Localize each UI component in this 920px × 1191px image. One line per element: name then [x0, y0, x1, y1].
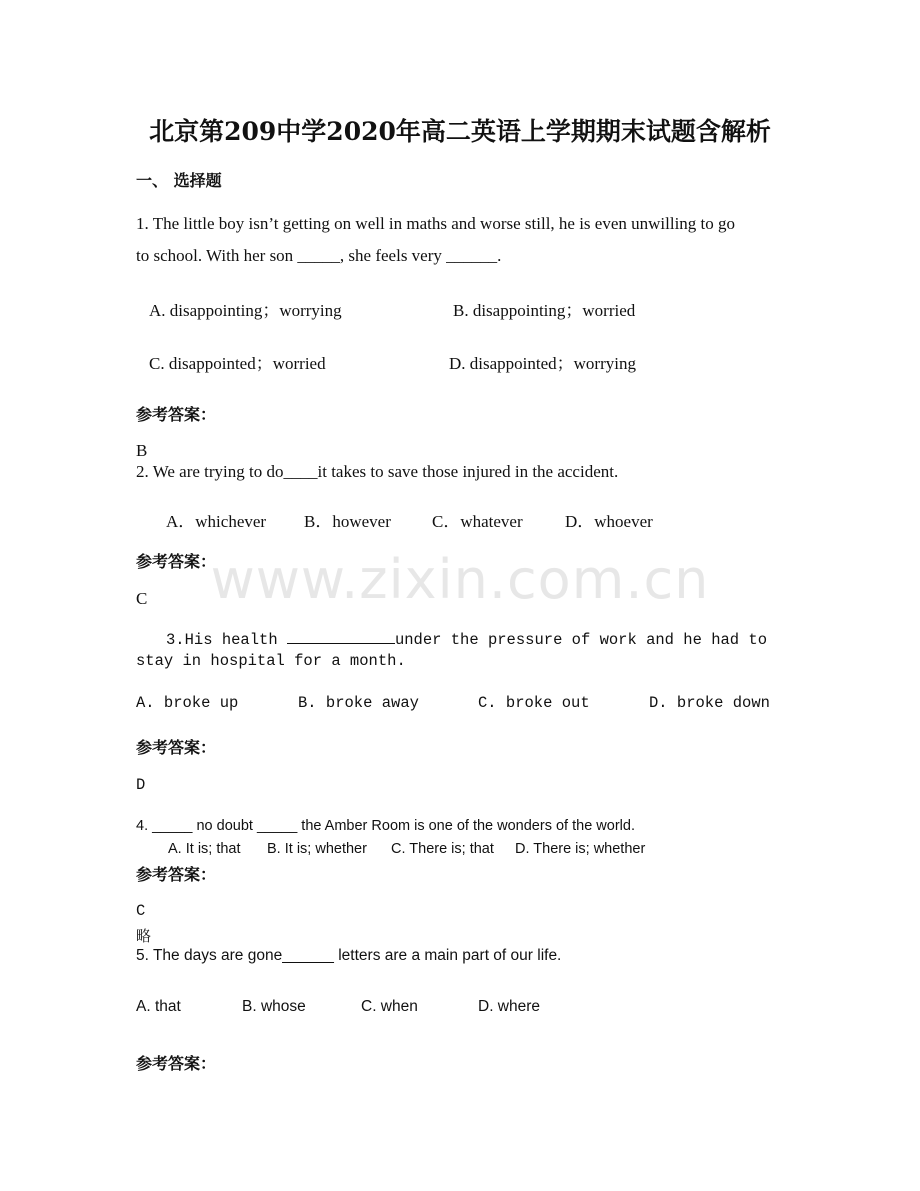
question-2-option-d: D．whoever	[565, 512, 653, 531]
question-4-option-a: A. It is; that	[168, 841, 241, 857]
question-4-option-d: D. There is; whether	[515, 841, 646, 857]
question-2-option-a: A．whichever	[166, 512, 267, 531]
question-3-option-a: A. broke up	[136, 694, 239, 712]
question-5-option-c: C. when	[361, 998, 418, 1015]
question-2-line-1: 2. We are trying to do____it takes to save those injured in the accident.	[136, 462, 619, 481]
question-2-answer-label: 参考答案：	[136, 552, 217, 571]
question-4-line-1: 4. _____ no doubt _____ the Amber Room is one of the wonders of the world.	[136, 818, 635, 834]
question-4-option-b: B. It is; whether	[267, 841, 367, 857]
answer-blank	[287, 629, 395, 644]
question-5-option-b: B. whose	[242, 998, 306, 1015]
question-4-answer: C	[136, 902, 146, 920]
question-1-option-b: B. disappointing；worried	[453, 301, 636, 320]
question-3-text-b: under the pressure of work and he had to	[394, 631, 767, 649]
question-5-option-a: A. that	[136, 998, 181, 1015]
question-4-option-c: C. There is; that	[391, 841, 494, 857]
question-3-text-a: His health	[184, 631, 287, 649]
question-3-answer: D	[136, 776, 146, 794]
question-5-option-d: D. where	[478, 998, 541, 1015]
question-3-answer-label: 参考答案：	[136, 738, 217, 757]
question-1-option-c: C. disappointed；worried	[149, 354, 326, 373]
question-3-line-2: stay in hospital for a month.	[136, 652, 406, 670]
question-1-line-1: 1. The little boy isn’t getting on well in maths and worse still, he is even unwilling to go	[136, 214, 736, 233]
question-2-answer: C	[136, 589, 148, 608]
question-1-option-a: A. disappointing；worrying	[149, 301, 342, 320]
question-5-line-1: 5. The days are gone______ letters are a main part of our life.	[136, 947, 562, 964]
question-5-answer-label: 参考答案：	[136, 1054, 217, 1073]
question-1-option-d: D. disappointed；worrying	[449, 354, 636, 373]
question-3-option-c: C. broke out	[478, 694, 590, 712]
question-4-answer-label: 参考答案：	[136, 865, 217, 884]
page-title: 北京第209中学2020年高二英语上学期期末试题含解析	[149, 117, 771, 146]
question-1-line-2: to school. With her son _____, she feels very ______.	[136, 246, 502, 265]
section-heading: 一、 选择题	[136, 171, 222, 190]
question-3-option-b: B. broke away	[298, 694, 419, 712]
question-3-line-1	[166, 629, 767, 649]
watermark-text: www.zixin.com.cn	[210, 548, 710, 611]
question-3-number: 3.	[166, 631, 185, 649]
question-3-option-d: D. broke down	[649, 694, 770, 712]
question-2-option-b: B．however	[304, 512, 391, 531]
question-1-answer-label: 参考答案：	[136, 405, 217, 424]
question-2-option-c: C．whatever	[432, 512, 523, 531]
question-1-answer: B	[136, 441, 148, 460]
question-4-note: 略	[136, 928, 152, 945]
